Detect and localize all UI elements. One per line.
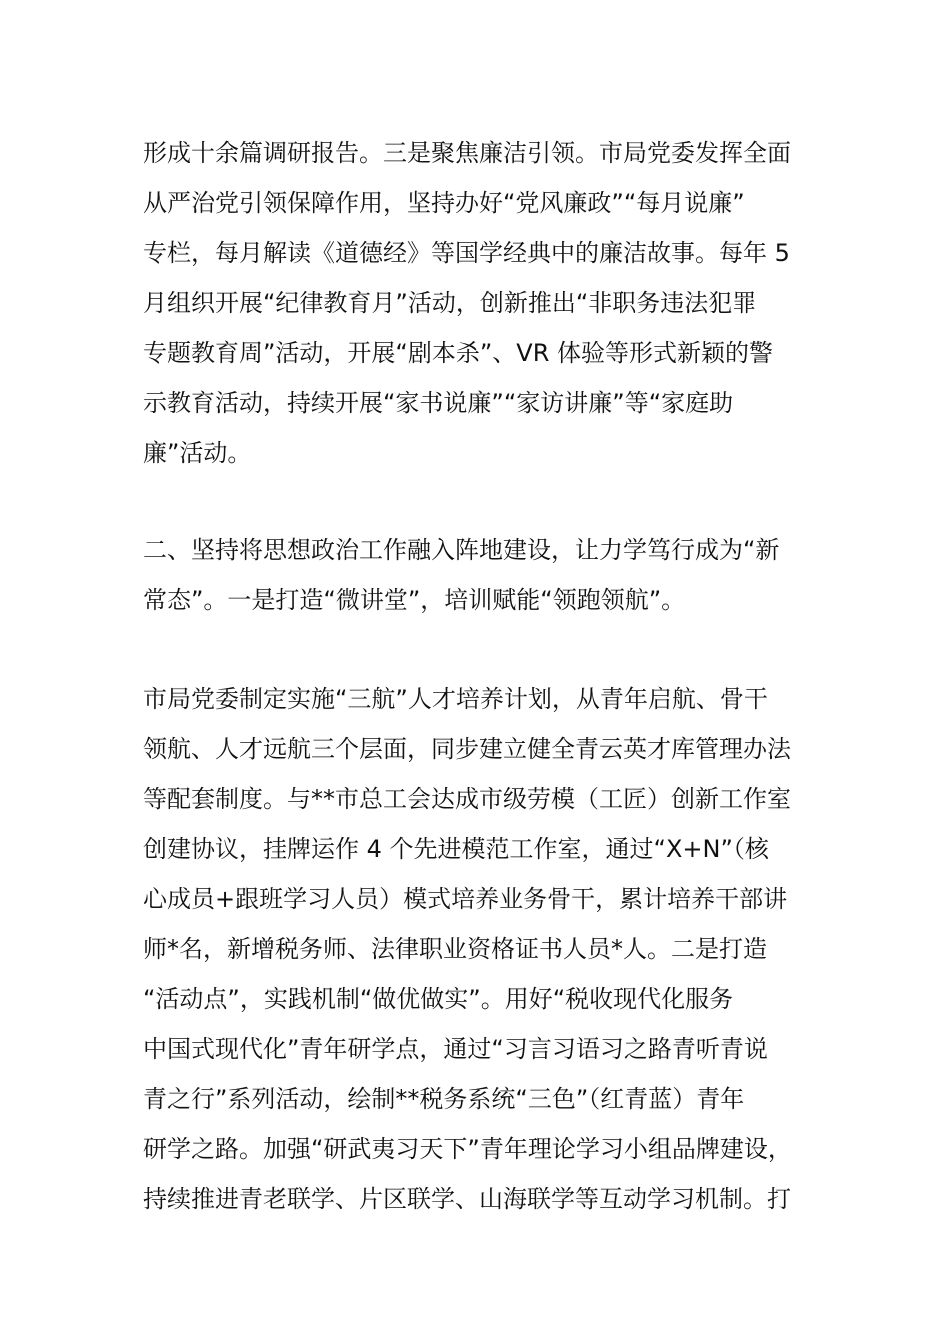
text-line: 中国式现代化”青年研学点，通过“习言习语习之路青听青说	[143, 1035, 768, 1063]
text-line: 市局党委制定实施“三航”人才培养计划，从青年启航、骨干	[143, 685, 768, 713]
text-line: 常态”。一是打造“微讲堂”，培训赋能“领跑领航”。	[143, 586, 686, 614]
text-line: 示教育活动，持续开展“家书说廉”“家访讲廉”等“家庭助	[143, 389, 734, 417]
text-line: 研学之路。加强“研武夷习天下”青年理论学习小组品牌建设，	[143, 1135, 792, 1163]
text-line: 专栏，每月解读《道德经》等国学经典中的廉洁故事。每年 5	[143, 239, 790, 267]
text-line: 青之行”系列活动，绘制**税务系统“三色”（红青蓝）青年	[143, 1085, 745, 1113]
paragraph-talent-cultivation	[143, 674, 823, 1224]
text-line: 等配套制度。与**市总工会达成市级劳模（工匠）创新工作室	[143, 785, 791, 813]
text-line: 从严治党引领保障作用，坚持办好“党风廉政”“每月说廉”	[143, 189, 745, 217]
text-line: 专题教育周”活动，开展“剧本杀”、VR 体验等形式新颖的警	[143, 339, 774, 367]
text-line: 形成十余篇调研报告。三是聚焦廉洁引领。市局党委发挥全面	[143, 139, 791, 167]
text-line: 二、坚持将思想政治工作融入阵地建设，让力学笃行成为“新	[143, 536, 780, 564]
paragraph-integrity-guidance	[143, 128, 823, 478]
text-line: 师*名，新增税务师、法律职业资格证书人员*人。二是打造	[143, 935, 767, 963]
text-line: 月组织开展“纪律教育月”活动，创新推出“非职务违法犯罪	[143, 289, 757, 317]
text-line: “活动点”，实践机制“做优做实”。用好“税收现代化服务	[143, 985, 734, 1013]
section-heading-2	[143, 525, 823, 625]
text-line: 创建协议，挂牌运作 4 个先进模范工作室，通过“X+N”（核	[143, 835, 769, 863]
text-line: 领航、人才远航三个层面，同步建立健全青云英才库管理办法	[143, 735, 791, 763]
text-line: 廉”活动。	[143, 439, 252, 467]
text-line: 持续推进青老联学、片区联学、山海联学等互动学习机制。打	[143, 1185, 791, 1213]
text-line: 心成员+跟班学习人员）模式培养业务骨干，累计培养干部讲	[143, 885, 788, 913]
